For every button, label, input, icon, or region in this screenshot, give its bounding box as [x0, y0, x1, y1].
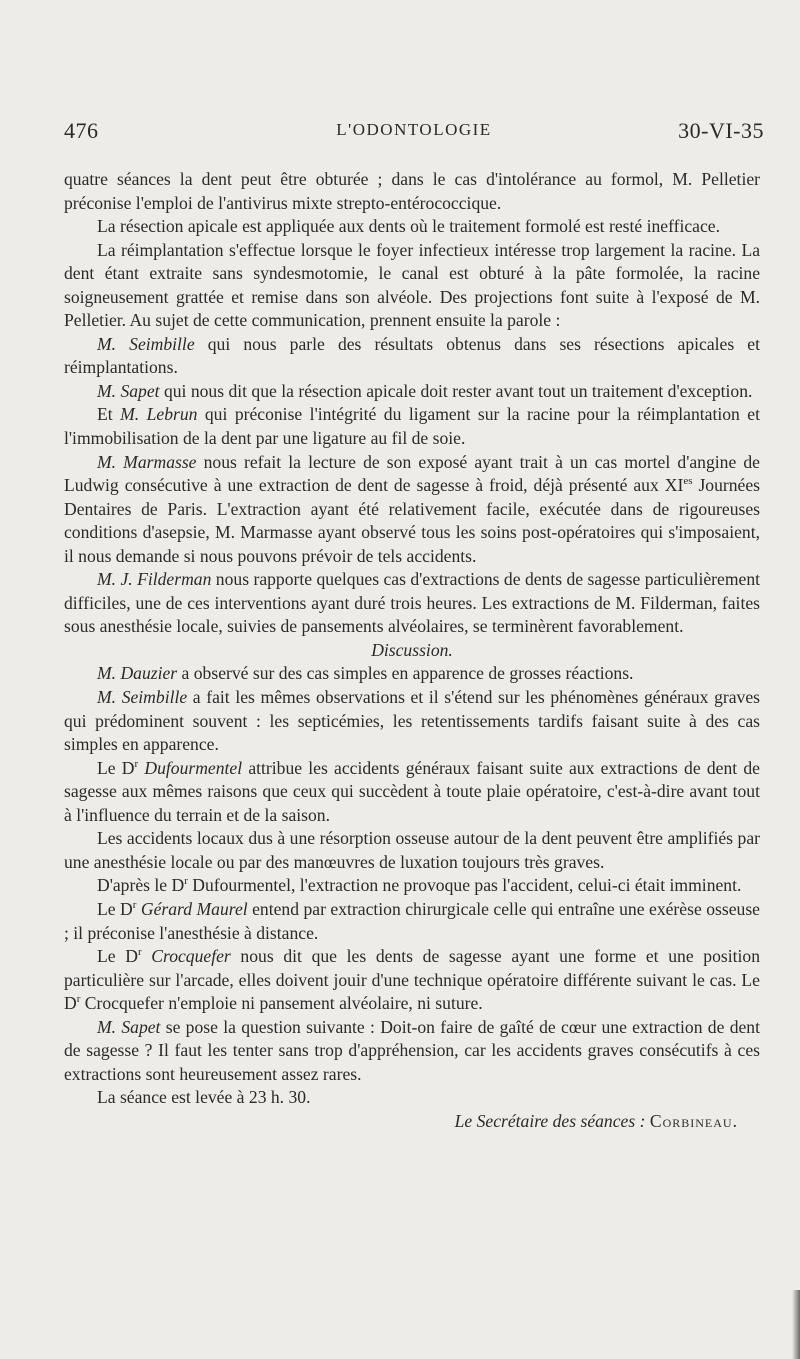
scan-edge-shadow [792, 1290, 800, 1359]
paragraph: Et M. Lebrun qui préconise l'intégrité du ligament sur la racine pour la réimplantation et l'immobilisation de la dent par une ligature au fil de soie. [64, 404, 760, 449]
signature [64, 1110, 760, 1134]
speaker-name: M. Sapet [97, 380, 160, 401]
paragraph: Les accidents locaux dus à une résorption osseuse autour de la dent peuvent être amplifiés par une anesthésie locale ou par des manœuvres de luxation toujours très graves. [64, 828, 760, 872]
page-number: 476 [64, 118, 99, 143]
paragraph: La séance est levée à 23 h. 30. [97, 1087, 311, 1108]
body-text [64, 168, 760, 1133]
speaker-name: Crocquefer [141, 946, 231, 967]
section-heading: Discussion. [371, 639, 453, 660]
issue-date: 30-VI-35 [678, 118, 764, 143]
paragraph: M. Sapet se pose la question suivante : Doit-on faire de gaîté de cœur une extraction de dent de sagesse ? Il faut les tenter sans trop d'appréhension, car les accidents graves consécutifs à ces extractions sont heureusement assez rares. [64, 1016, 760, 1084]
speaker-name: M. J. Filderman [97, 569, 212, 590]
speaker-name: Gérard Maurel [136, 898, 248, 919]
speaker-name: M. Marmasse [97, 451, 197, 472]
paragraph: M. Marmasse nous refait la lecture de son exposé ayant trait à un cas mortel d'angine de Ludwig consécutive à une extraction de dent de sagesse à froid, déjà présenté aux $XI^{es}$ Journées Dentaires de Paris. L'extraction ayant été relativement facile, exécutée dans de rigoureuses conditions d'asepsie, M. Marmasse ayant observé tous les soins post-opératoires qui s'imposaient, il nous demande si nous pouvons prévoir de tels accidents. [64, 451, 761, 566]
running-header [64, 118, 764, 148]
paragraph: M. Sapet qui nous dit que la résection apicale doit rester avant tout un traitement d'exception. [97, 380, 753, 401]
speaker-name: M. Seimbille [97, 687, 188, 708]
journal-title: L'ODONTOLOGIE [336, 120, 492, 139]
paragraph: M. J. Filderman nous rapporte quelques cas d'extractions de dents de sagesse particulièrement difficiles, une de ces interventions ayant duré trois heures. Les extractions de M. Filderman, faites sous anesthésie locale, suivies de pansements alvéolaires, se terminèrent favorablement. [64, 569, 760, 637]
speaker-name: M. Sapet [97, 1016, 161, 1037]
signature-name: Corbineau. [649, 1110, 738, 1131]
signature-role: Le Secrétaire des séances : [454, 1110, 646, 1131]
speaker-name: M. Dauzier [97, 663, 178, 684]
paragraph: Le $D^r$ Dufourmentel attribue les accidents généraux faisant suite aux extractions de dent de sagesse aux mêmes raisons que ceux qui succèdent à toute plaie opératoire, c'est-à-dire avant tout à l'influence du terrain et de la saison. [64, 757, 760, 825]
paragraph: Le $D^r$ Crocquefer nous dit que les dents de sagesse ayant une forme et une position particulière sur l'arcade, elles doivent jouir d'une technique opératoire différente suivant le cas. Le $D^r$ Crocquefer n'emploie ni pansement alvéolaire, ni suture. [64, 946, 760, 1014]
paragraph: La résection apicale est appliquée aux dents où le traitement formolé est resté inefficace. [97, 216, 720, 237]
paragraph: M. Dauzier a observé sur des cas simples en apparence de grosses réactions. [97, 663, 634, 684]
paragraph: D'après le $D^r$ Dufourmentel, l'extraction ne provoque pas l'accident, celui-ci était imminent. [97, 875, 742, 896]
paragraph: Le $D^r$ Gérard Maurel entend par extraction chirurgicale celle qui entraîne une exérèse osseuse ; il préconise l'anesthésie à distance. [64, 898, 760, 943]
speaker-name: M. Seimbille [97, 333, 195, 354]
speaker-name: M. Lebrun [120, 404, 198, 425]
paragraph: quatre séances la dent peut être obturée ; dans le cas d'intolérance au formol, M. Pelletier préconise l'emploi de l'antivirus mixte strepto-entérococcique. [64, 169, 760, 213]
speaker-name: Dufourmentel [138, 757, 243, 778]
paragraph: M. Seimbille qui nous parle des résultats obtenus dans ses résections apicales et réimplantations. [64, 333, 760, 378]
paragraph: La réimplantation s'effectue lorsque le foyer infectieux intéresse trop largement la racine. La dent étant extraite sans syndesmotomie, le canal est obturé à la pâte formolée, la racine soigneusement grattée et remise dans son alvéole. Des projections font suite à l'exposé de M. Pelletier. Au sujet de cette communication, prennent ensuite la parole : [64, 239, 760, 331]
paragraph: M. Seimbille a fait les mêmes observations et il s'étend sur les phénomènes généraux graves qui prédominent souvent : les septicémies, les retentissements tardifs faisant suite à des cas simples en apparence. [64, 687, 760, 755]
